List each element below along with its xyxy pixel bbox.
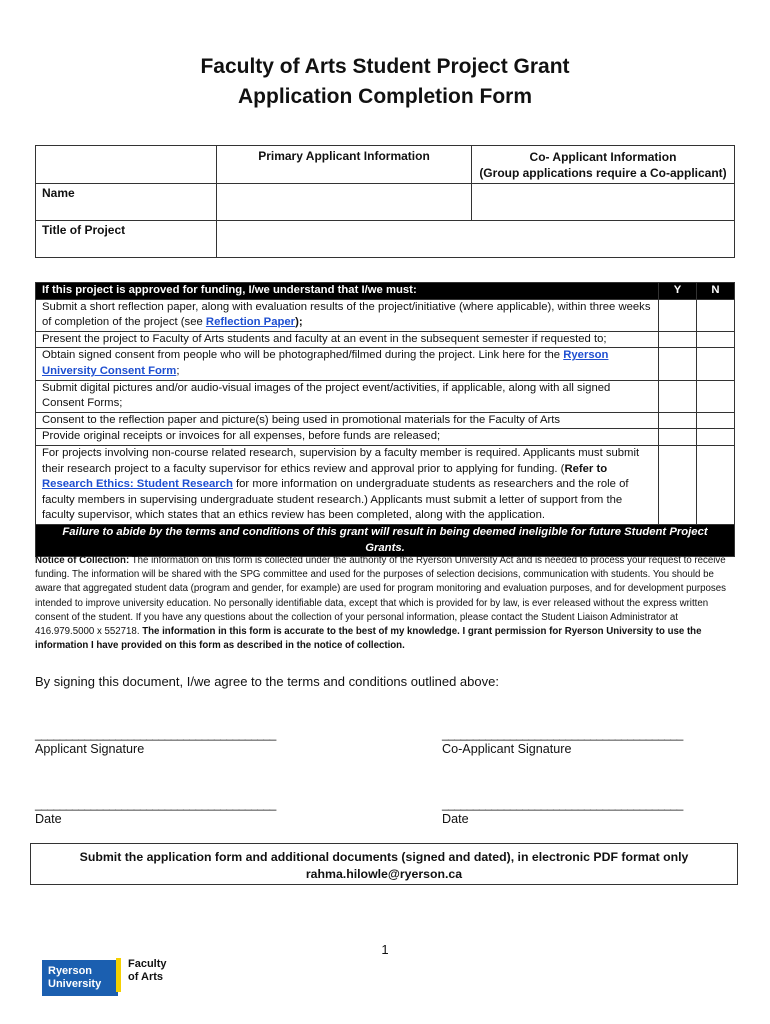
condition-text xyxy=(36,445,659,524)
condition-1-no-box[interactable] xyxy=(697,299,735,331)
condition-7-refer: Refer to xyxy=(564,462,608,475)
logo-accent-bar xyxy=(116,958,121,992)
co-applicant-header-line2: (Group applications require a Co-applicant) xyxy=(479,166,727,180)
co-name-field[interactable] xyxy=(472,184,735,221)
submission-email[interactable]: rahma.hilowle@ryerson.ca xyxy=(305,867,463,881)
notice-of-collection xyxy=(35,554,737,653)
form-title-line2: Application Completion Form xyxy=(238,85,532,108)
submission-text: Submit the application form and additional documents (signed and dated), in electronic PDF format only xyxy=(79,850,689,864)
co-applicant-header xyxy=(472,146,735,184)
applicant-signature-line[interactable]: _______________________________________ xyxy=(35,727,276,741)
page-number: 1 xyxy=(381,942,389,957)
ryerson-logo xyxy=(42,960,118,996)
condition-text xyxy=(36,299,659,331)
condition-4-no-box[interactable] xyxy=(697,380,735,412)
condition-row xyxy=(36,429,735,446)
condition-7-tail: for more information on undergraduate students as researchers and the role of faculty members in supervising undergraduate student research.) Applicants must submit a letter of support from the faculty supervisor, which states that an ethics review has been completed, along with the application. xyxy=(42,478,629,522)
notice-body: The information on this form is collected under the authority of the Ryerson University Act and is needed to process your request to receive funding. The information will be shared with the SPG committee and used for the purposes of selection decisions, communication with students. You should be aware that aggregated student data (program and gender, for example) are used for program monitoring and evaluation purposes, and for development purposes intended to improve university education. No personally identifiable data, except that which is provided for by law, is ever released without the express written consent of the student. If you have any questions about the collection of your personal information, please contact the Student Liaison Administrator at 416.979.5000 x 552718. xyxy=(35,555,726,638)
primary-name-field[interactable] xyxy=(217,184,472,221)
primary-applicant-header: Primary Applicant Information xyxy=(217,146,472,184)
condition-row xyxy=(36,348,735,380)
project-title-label: Title of Project xyxy=(36,221,217,258)
applicant-date-line[interactable]: _______________________________________ xyxy=(35,797,276,811)
logo-university-line1: Ryerson xyxy=(48,965,93,977)
conditions-table xyxy=(35,282,735,557)
condition-2-yes-box[interactable] xyxy=(659,331,697,348)
notice-label: Notice of Collection: xyxy=(35,555,130,566)
condition-3-yes-box[interactable] xyxy=(659,348,697,380)
co-applicant-header-line1: Co- Applicant Information xyxy=(529,150,677,164)
name-label: Name xyxy=(36,184,217,221)
condition-7-no-box[interactable] xyxy=(697,445,735,524)
research-ethics-link[interactable]: Research Ethics: Student Research xyxy=(42,478,233,491)
co-applicant-signature-line[interactable]: _______________________________________ xyxy=(442,727,683,741)
condition-1-yes-box[interactable] xyxy=(659,299,697,331)
condition-row xyxy=(36,445,735,524)
condition-3-tail: ; xyxy=(176,364,180,377)
condition-4-yes-box[interactable] xyxy=(659,380,697,412)
condition-6-no-box[interactable] xyxy=(697,429,735,446)
no-column-header: N xyxy=(697,283,735,300)
condition-row xyxy=(36,331,735,348)
consent-form-link[interactable]: Ryerson University Consent Form xyxy=(42,349,609,377)
condition-5-text: Consent to the reflection paper and picture(s) being used in promotional materials for the Faculty of Arts xyxy=(36,412,659,429)
condition-row xyxy=(36,412,735,429)
agreement-statement: By signing this document, I/we agree to the terms and conditions outlined above: xyxy=(35,674,499,689)
conditions-warning: Failure to abide by the terms and conditions of this grant will result in being deemed ineligible for future Student Project Grants. xyxy=(36,524,735,556)
logo-faculty-line1: Faculty xyxy=(128,958,167,970)
faculty-of-arts-logo xyxy=(128,958,167,984)
reflection-paper-link[interactable]: Reflection Paper xyxy=(205,316,296,329)
condition-5-no-box[interactable] xyxy=(697,412,735,429)
condition-3-no-box[interactable] xyxy=(697,348,735,380)
condition-row xyxy=(36,299,735,331)
condition-1-tail: ); xyxy=(295,316,303,329)
co-applicant-signature-label: Co-Applicant Signature xyxy=(442,742,572,756)
condition-7-yes-box[interactable] xyxy=(659,445,697,524)
co-applicant-date-label: Date xyxy=(442,812,469,826)
applicant-info-table xyxy=(35,145,735,258)
condition-5-yes-box[interactable] xyxy=(659,412,697,429)
applicant-date-label: Date xyxy=(35,812,62,826)
conditions-header: If this project is approved for funding, I/we understand that I/we must: xyxy=(36,283,659,300)
condition-row xyxy=(36,380,735,412)
condition-4-text: Submit digital pictures and/or audio-visual images of the project event/activities, if applicable, along with all signed Consent Forms; xyxy=(36,380,659,412)
project-title-field[interactable] xyxy=(217,221,735,258)
condition-6-yes-box[interactable] xyxy=(659,429,697,446)
notice-consent: The information in this form is accurate to the best of my knowledge. I grant permission for Ryerson University to use the information I have provided on this form as described in the notice of collection. xyxy=(35,626,702,652)
logo-faculty-line2: of Arts xyxy=(128,971,164,983)
condition-text xyxy=(36,348,659,380)
condition-2-no-box[interactable] xyxy=(697,331,735,348)
logo-university-line2: University xyxy=(48,978,102,990)
co-applicant-date-line[interactable]: _______________________________________ xyxy=(442,797,683,811)
yes-column-header: Y xyxy=(659,283,697,300)
submission-instructions xyxy=(30,843,738,885)
condition-2-text: Present the project to Faculty of Arts students and faculty at an event in the subsequent semester if requested to; xyxy=(36,331,659,348)
condition-6-text: Provide original receipts or invoices for all expenses, before funds are released; xyxy=(36,429,659,446)
condition-1-text: Submit a short reflection paper, along with evaluation results of the project/initiative (where applicable), within three weeks of completion of the project (see xyxy=(42,300,651,329)
applicant-signature-label: Applicant Signature xyxy=(35,742,145,756)
condition-7-text: For projects involving non-course related research, supervision by a faculty member is required. Applicants must submit their research project to a faculty supervisor for ethics review and approval prior to applying for funding. ( xyxy=(42,446,640,475)
condition-3-text: Obtain signed consent from people who will be photographed/filmed during the project. Link here for the xyxy=(42,349,564,362)
form-title-line1: Faculty of Arts Student Project Grant xyxy=(200,55,570,78)
